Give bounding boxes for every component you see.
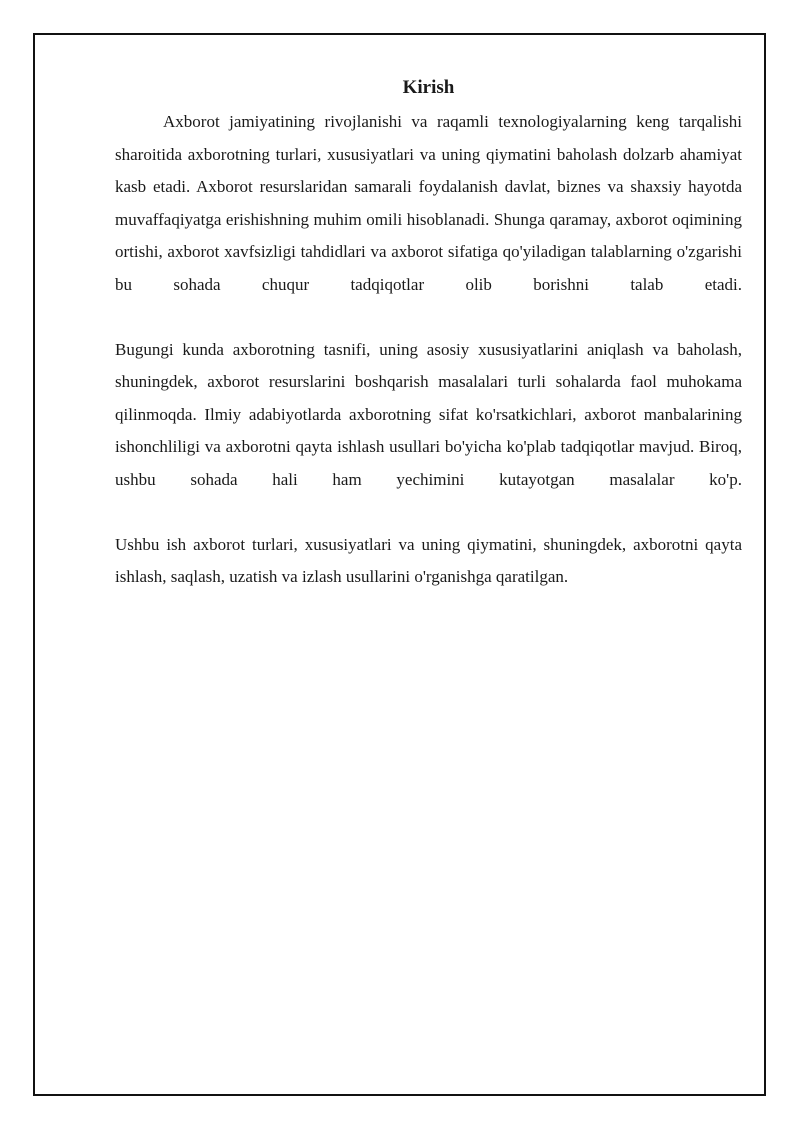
paragraph-1: Axborot jamiyatining rivojlanishi va raqamli texnologiyalarning keng tarqalishi sharoitida axborotning turlari, xususiyatlari va uning qiymatini baholash dolzarb ahamiyat kasb etadi. Axborot resurslaridan samarali foydalanish davlat, biznes va shaxsiy hayotda muvaffaqiyatga erishishning muhim omili hisoblanadi. Shunga qaramay, axborot oqimining ortishi, axborot xavfsizligi tahdidlari va axborot sifatiga qo'yiladigan talablarning o'zgarishi bu sohada chuqur tadqiqotlar olib borishni talab etadi. (115, 112, 742, 294)
paragraph-spacer (115, 496, 742, 529)
paragraph-3: Ushbu ish axborot turlari, xususiyatlari va uning qiymatini, shuningdek, axborotni qayta ishlash, saqlash, uzatish va izlash usullarini o'rganishga qaratilgan. (115, 534, 742, 586)
paragraph-2: Bugungi kunda axborotning tasnifi, uning asosiy xususiyatlarini aniqlash va baholash, shuningdek, axborot resurslarini boshqarish masalalari turli sohalarda faol muhokama qilinmoqda. Ilmiy adabiyotlarda axborotning sifat ko'rsatkichlari, axborot manbalarining ishonchliligi va axborotni qayta ishlash usullari bo'yicha ko'plab tadqiqotlar mavjud. Biroq, ushbu sohada hali ham yechimini kutayotgan masalalar ko'p. (115, 339, 742, 489)
document-body (115, 74, 742, 594)
document-title: Kirish (402, 77, 455, 98)
paragraph-spacer (115, 301, 742, 334)
